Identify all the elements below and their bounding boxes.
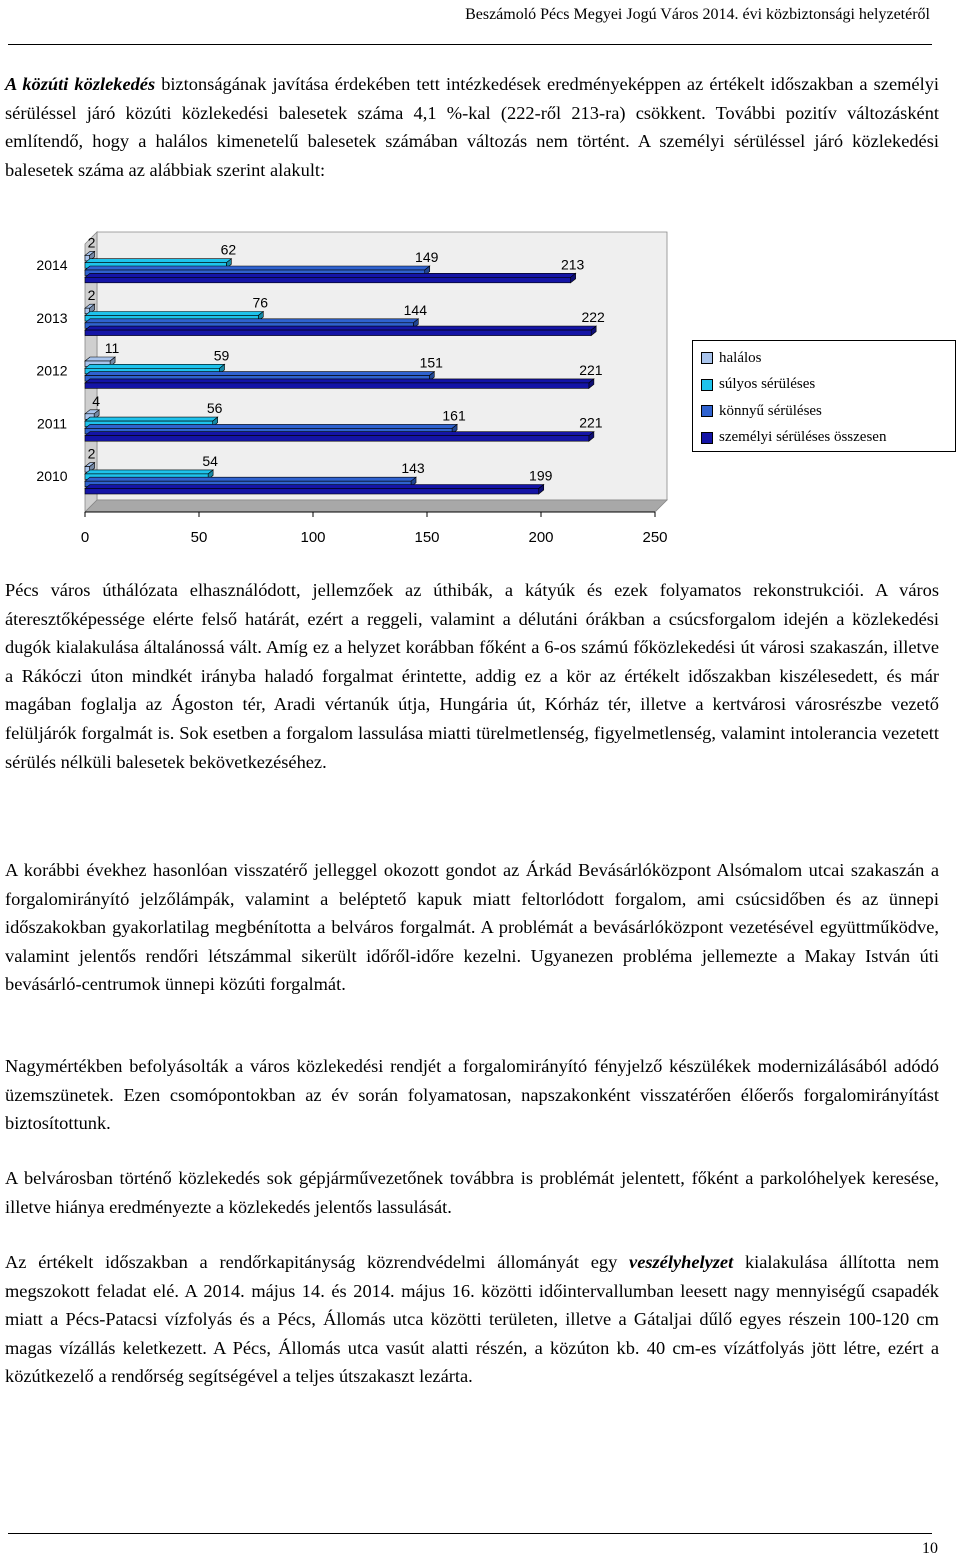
paragraph-road-network: Pécs város úthálózata elhasználódott, jellemzőek az úthibák, a kátyúk és ezek folyamatos rekonstrukciói. A város áteresztőképessége elérte felső határát, ezért a reggeli, valamint a délutáni órákban a csúcsforgalom idején a közlekedési dugók kialakulása általánossá vált. Amíg ez a helyzet korábban főként a 6-os számú főközlekedési út városi szakaszán, illetve a Rákóczi úton mindkét irányba haladó forgalmat érintette, addig ez a kör az értékelt időszakban kiszélesedett, és már magában foglalja az Ágoston tér, Aradi vértanúk útja, Hungária út, Kórház tér, illetve a kertvárosi városrészbe vezető felüljárók forgalmát is. Sok esetben a forgalom lassulása miatti türelmetlenség, figyelmetlenség, valamint intolerancia vezetett sérülés nélküli balesetek bekövetkezéséhez. — [5, 580, 939, 772]
y-category-label: 2010 — [36, 468, 68, 485]
paragraph-emphasis: veszélyhelyzet — [629, 1252, 734, 1272]
bar-top-face — [85, 312, 263, 316]
bar-value-label: 144 — [403, 301, 427, 318]
legend-label: könnyű sérüléses — [719, 402, 822, 419]
bar-value-label: 11 — [104, 340, 120, 356]
paragraph-text: kialakulása állította nem megszokott feladat elé. A 2014. május 14. és 2014. május 16. közötti időintervallumban leesett nagy mennyiségű csapadék miatt a Pécs-Patacsi vízfolyás és a Pécs, Állomás utca közötti területen, illetve a Gátaljai dűlő egyes részein 100-120 cm magas vízállás keletkezett. A Pécs, Állomás utca vasút alatti részén, a közúton kb. 40 cm-es vízátfolyás jött létre, ezért a közútkezelő a rendőrség segítségével a teljes útszakaszt lezárta. — [5, 1252, 940, 1387]
bar-value-label: 4 — [92, 392, 101, 409]
bar-top-face — [85, 273, 576, 277]
bar-top-face — [85, 319, 418, 323]
bar-value-label: 221 — [579, 414, 603, 431]
bar-value-label: 2 — [87, 287, 96, 304]
bar-top-face — [85, 364, 225, 368]
legend-item-light — [701, 398, 955, 425]
x-tick-label: 150 — [414, 529, 440, 546]
paragraph-lead: A közúti közlekedés — [5, 74, 156, 94]
legend-item-total — [701, 425, 955, 452]
bar-top-face — [85, 485, 544, 489]
bar-value-label: 149 — [415, 249, 439, 265]
x-tick-label: 50 — [190, 529, 208, 546]
bar-value-label: 161 — [442, 407, 466, 424]
legend-swatch — [701, 405, 713, 417]
legend-swatch — [701, 432, 713, 444]
bar-top-face — [85, 259, 231, 263]
bar — [85, 383, 589, 389]
y-category-label: 2014 — [36, 257, 68, 274]
bar-top-face — [85, 477, 416, 481]
paragraph-text: biztonságának javítása érdekében tett intézkedések eredményeképpen az értékelt időszakban a személyi sérüléssel járó közúti közlekedési balesetek száma 4,1 %-kal (222-ről 213-ra) csökkent. További pozitív változásként említendő, hogy a halálos kimenetelű balesetek számában változás nem történt. A személyi sérüléssel járó közlekedési balesetek száma az alábbiak szerint alakult: — [5, 74, 939, 180]
x-tick-label: 0 — [80, 529, 90, 546]
bar-top-face — [85, 372, 434, 376]
bar — [85, 489, 539, 495]
x-tick-label: 200 — [528, 529, 554, 546]
bar-value-label: 59 — [213, 347, 230, 364]
legend-item-fatal — [701, 345, 955, 372]
paragraph-traffic-lights: Nagymértékben befolyásolták a város közlekedési rendjét a forgalomirányító fényjelző készülékek modernizálásából adódó üzemszünetek. Ezen csomópontokban az év során folyamatosan, napszakonként visszatérően élőerős forgalomirányítást biztosítottunk. — [5, 1056, 939, 1134]
legend-label: súlyos sérüléses — [719, 376, 816, 393]
y-category-label: 2012 — [36, 362, 68, 379]
header-rule — [8, 44, 932, 45]
bar-value-label: 76 — [252, 294, 269, 311]
legend-swatch — [701, 379, 713, 391]
page-number: 10 — [922, 1540, 938, 1557]
accident-bar-chart — [0, 222, 690, 567]
bar-top-face — [85, 266, 430, 270]
bar-top-face — [85, 326, 596, 330]
paragraph-road-safety — [5, 70, 939, 184]
y-category-label: 2013 — [36, 309, 68, 326]
bar — [85, 330, 591, 336]
paragraph-downtown: A belvárosban történő közlekedés sok gépjárművezetőnek továbbra is problémát jelentett, főként a parkolóhelyek keresése, illetve hiánya eredményezte a közlekedés jelentős lassulását. — [5, 1168, 939, 1217]
chart-legend — [692, 340, 956, 452]
bar-value-label: 222 — [581, 309, 605, 326]
bar-value-label: 213 — [560, 256, 585, 273]
bar — [85, 436, 589, 442]
bar-top-face — [85, 379, 594, 383]
legend-label: személyi sérüléses összesen — [719, 429, 887, 446]
bar-top-face — [85, 424, 457, 428]
footer-rule — [8, 1533, 932, 1534]
bar-top-face — [85, 470, 213, 474]
legend-item-serious — [701, 372, 955, 399]
legend-swatch — [701, 352, 713, 364]
bar-value-label: 199 — [529, 467, 553, 484]
bar — [85, 277, 571, 283]
bar-value-label: 151 — [419, 354, 443, 371]
paragraph-emergency — [5, 1248, 939, 1391]
bar-value-label: 54 — [202, 452, 218, 469]
running-header: Beszámoló Pécs Megyei Jogú Város 2014. évi közbiztonsági helyzetéről — [465, 6, 930, 23]
y-category-label: 2011 — [36, 415, 68, 432]
bar-value-label: 2 — [87, 234, 96, 251]
bar-top-face — [85, 432, 594, 436]
x-tick-label: 100 — [300, 529, 326, 546]
legend-label: halálos — [719, 349, 762, 366]
x-tick-label: 250 — [642, 529, 668, 546]
chart-floor — [85, 500, 667, 512]
bar-value-label: 62 — [220, 241, 237, 258]
bar-value-label: 56 — [206, 400, 223, 417]
bar-value-label: 2 — [87, 445, 96, 462]
bar-top-face — [85, 417, 218, 421]
bar-value-label: 221 — [579, 361, 603, 378]
paragraph-arkad: A korábbi évekhez hasonlóan visszatérő jelleggel okozott gondot az Árkád Bevásárlóközpont Alsómalom utcai szakaszán a forgalomirányító jelzőlámpák, valamint a beléptető kapuk miatt feltorlódott forgalom, ami csúcsidőben és az ünnepi időszakokban gyakorlatilag megbénította a belváros forgalmát. A problémát a bevásárlóközpont vezetésével együttműködve, valamint jelentős rendőri létszámmal sikerült időről-időre kezelni. Ugyanezen probléma jellemezte a Makay István úti bevásárló-centrumok ünnepi közúti forgalmát. — [5, 860, 939, 995]
paragraph-text: Az értékelt időszakban a rendőrkapitányság közrendvédelmi állományát egy — [5, 1252, 630, 1272]
bar-value-label: 143 — [401, 460, 425, 477]
